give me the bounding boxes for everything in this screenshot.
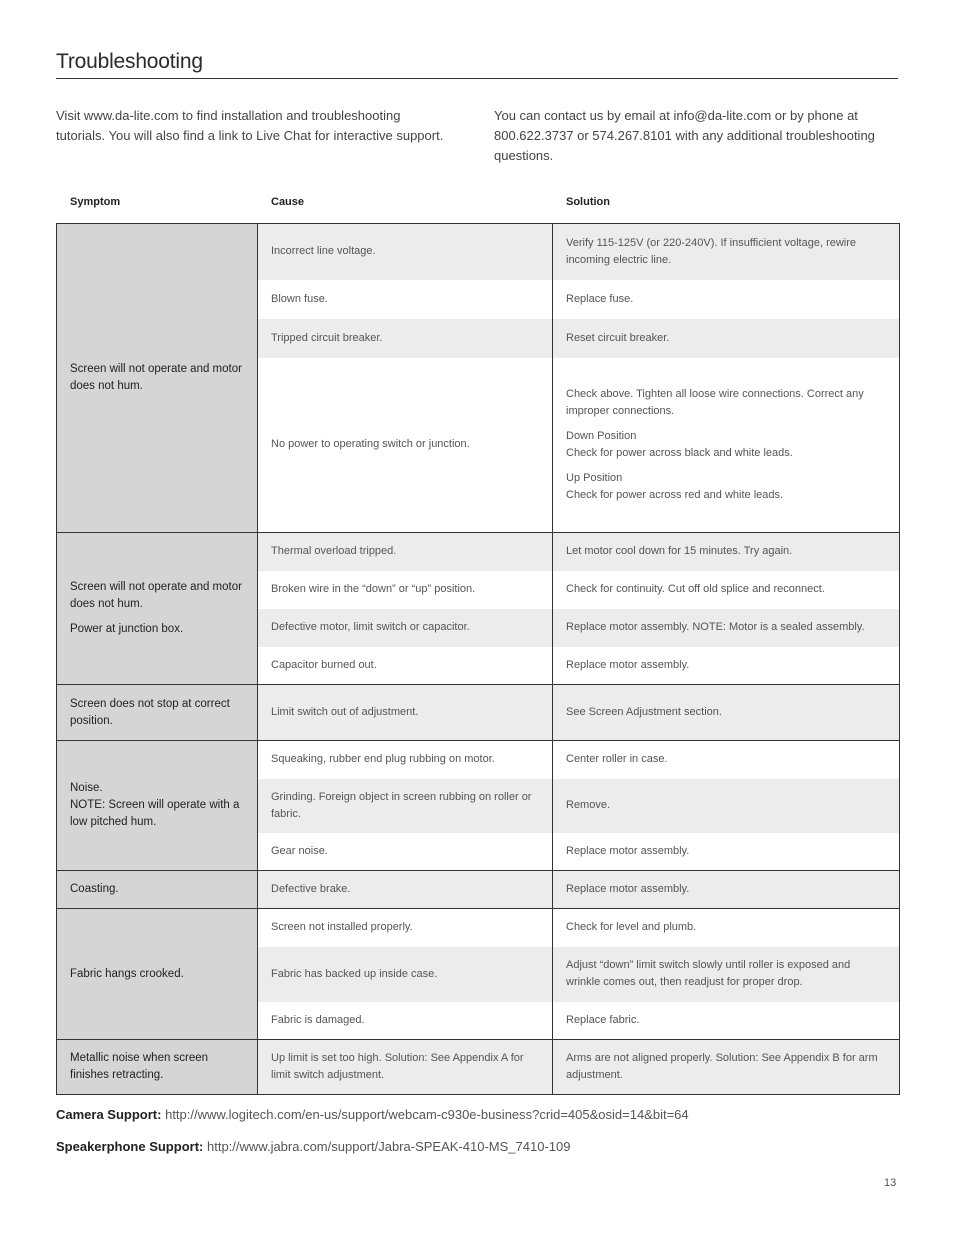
solution-cell	[553, 358, 900, 533]
solution-text: Down Position Check for power across black and white leads.	[566, 429, 793, 459]
solution-cell	[553, 280, 900, 319]
intro-website-text: Visit www.da-lite.com to find installation and troubleshooting tutorials. You will also find a link to Live Chat for interactive support.	[56, 108, 444, 143]
page-title: Troubleshooting	[56, 50, 898, 79]
symptom-cell	[57, 909, 258, 1040]
cause-cell	[258, 358, 553, 533]
cause-text: Defective brake.	[271, 883, 351, 895]
header-symptom: Symptom	[70, 196, 121, 208]
speakerphone-support-label: Speakerphone Support:	[56, 1139, 204, 1154]
troubleshooting-table-body	[57, 224, 900, 1095]
symptom-text: Screen will not operate and motor does not hum.	[70, 363, 242, 392]
cause-text: Fabric has backed up inside case.	[271, 967, 438, 980]
solution-text: Check for continuity. Cut off old splice and reconnect.	[566, 583, 825, 595]
solution-text: Check above. Tighten all loose wire connections. Correct any improper connections.	[566, 387, 864, 417]
speakerphone-support-line	[56, 1139, 570, 1154]
symptom-cell	[57, 871, 258, 909]
troubleshooting-table	[56, 223, 900, 1095]
cause-text: Incorrect line voltage.	[271, 245, 376, 258]
solution-text: Up Position Check for power across red and white leads.	[566, 471, 784, 501]
camera-support-link[interactable]: http://www.logitech.com/en-us/support/webcam-c930e-business?crid=405&osid=14&bit=64	[165, 1107, 689, 1122]
solution-cell	[553, 1040, 900, 1095]
solution-text: Verify 115-125V (or 220-240V). If insufficient voltage, rewire incoming electric line.	[566, 236, 857, 266]
table-row	[57, 533, 900, 571]
cause-cell	[258, 741, 553, 779]
symptom-cell	[57, 741, 258, 871]
solution-cell	[553, 609, 900, 647]
header-cause: Cause	[271, 196, 305, 208]
speakerphone-support-link[interactable]: http://www.jabra.com/support/Jabra-SPEAK-410-MS_7410-109	[206, 1139, 571, 1154]
cause-cell	[258, 909, 553, 947]
symptom-cell	[57, 1040, 258, 1095]
solution-text: Center roller in case.	[566, 753, 668, 766]
solution-text: Let motor cool down for 15 minutes. Try again.	[566, 545, 793, 558]
solution-cell	[553, 871, 900, 909]
cause-text: Broken wire in the “down” or “up” position.	[271, 583, 476, 595]
cause-cell	[258, 685, 553, 741]
table-row	[57, 1040, 900, 1095]
cause-text: Fabric is damaged.	[271, 1013, 365, 1026]
solution-cell	[553, 909, 900, 947]
table-row	[57, 741, 900, 779]
solution-cell	[553, 647, 900, 685]
solution-text: Arms are not aligned properly. Solution: See Appendix B for arm adjustment.	[566, 1052, 878, 1081]
camera-support-label: Camera Support:	[56, 1107, 162, 1122]
symptom-text: Power at junction box.	[70, 623, 184, 635]
cause-cell	[258, 1002, 553, 1040]
symptom-cell	[57, 533, 258, 685]
header-solution: Solution	[566, 196, 610, 208]
cause-cell	[258, 533, 553, 571]
cause-cell	[258, 609, 553, 647]
cause-text: Capacitor burned out.	[271, 658, 377, 671]
symptom-text: Noise. NOTE: Screen will operate with a low pitched hum.	[70, 782, 240, 828]
cause-cell	[258, 647, 553, 685]
camera-support-line	[56, 1107, 689, 1122]
solution-cell	[553, 224, 900, 280]
cause-text: Tripped circuit breaker.	[271, 331, 383, 344]
cause-cell	[258, 224, 553, 280]
symptom-text: Screen does not stop at correct position.	[70, 697, 230, 727]
cause-cell	[258, 280, 553, 319]
cause-text: Defective motor, limit switch or capacitor.	[271, 621, 470, 633]
intro-contact-text: You can contact us by email at info@da-lite.com or by phone at 800.622.3737 or 574.267.8101 with any additional troubleshooting questions.	[494, 108, 875, 163]
table-row	[57, 909, 900, 947]
cause-text: Limit switch out of adjustment.	[271, 706, 419, 718]
solution-text: Replace fabric.	[566, 1013, 640, 1026]
symptom-cell	[57, 685, 258, 741]
table-row	[57, 871, 900, 909]
cause-cell	[258, 779, 553, 833]
cause-cell	[258, 1040, 553, 1095]
cause-cell	[258, 947, 553, 1002]
solution-text: Remove.	[566, 799, 611, 811]
solution-text: See Screen Adjustment section.	[566, 706, 722, 718]
solution-text: Adjust “down” limit switch slowly until roller is exposed and wrinkle comes out, then readjust for proper drop.	[566, 959, 851, 988]
solution-cell	[553, 533, 900, 571]
cause-cell	[258, 871, 553, 909]
symptom-text: Coasting.	[70, 883, 119, 895]
solution-text: Replace fuse.	[566, 292, 634, 305]
solution-text: Reset circuit breaker.	[566, 331, 670, 344]
symptom-text: Fabric hangs crooked.	[70, 967, 184, 980]
table-row	[57, 224, 900, 280]
cause-text: Thermal overload tripped.	[271, 545, 397, 558]
solution-text: Check for level and plumb.	[566, 921, 697, 934]
symptom-cell	[57, 224, 258, 533]
cause-text: Grinding. Foreign object in screen rubbing on roller or fabric.	[271, 790, 532, 820]
solution-cell	[553, 319, 900, 358]
page-number: 13	[884, 1177, 897, 1189]
cause-text: Squeaking, rubber end plug rubbing on motor.	[271, 753, 495, 766]
solution-cell	[553, 571, 900, 609]
solution-cell	[553, 1002, 900, 1040]
cause-text: Up limit is set too high. Solution: See Appendix A for limit switch adjustment.	[271, 1052, 524, 1081]
solution-cell	[553, 685, 900, 741]
solution-cell	[553, 741, 900, 779]
solution-text: Replace motor assembly.	[566, 844, 690, 857]
table-row	[57, 685, 900, 741]
solution-cell	[553, 779, 900, 833]
symptom-text: Screen will not operate and motor does not hum.	[70, 581, 242, 610]
cause-text: Screen not installed properly.	[271, 921, 413, 934]
cause-cell	[258, 571, 553, 609]
cause-text: Gear noise.	[271, 844, 328, 857]
symptom-text: Metallic noise when screen finishes retracting.	[70, 1052, 209, 1081]
solution-cell	[553, 833, 900, 871]
solution-text: Replace motor assembly.	[566, 883, 690, 895]
solution-text: Replace motor assembly. NOTE: Motor is a sealed assembly.	[566, 621, 865, 633]
solution-cell	[553, 947, 900, 1002]
solution-text: Replace motor assembly.	[566, 658, 690, 671]
cause-cell	[258, 319, 553, 358]
cause-cell	[258, 833, 553, 871]
cause-text: No power to operating switch or junction.	[271, 438, 470, 451]
cause-text: Blown fuse.	[271, 292, 328, 305]
